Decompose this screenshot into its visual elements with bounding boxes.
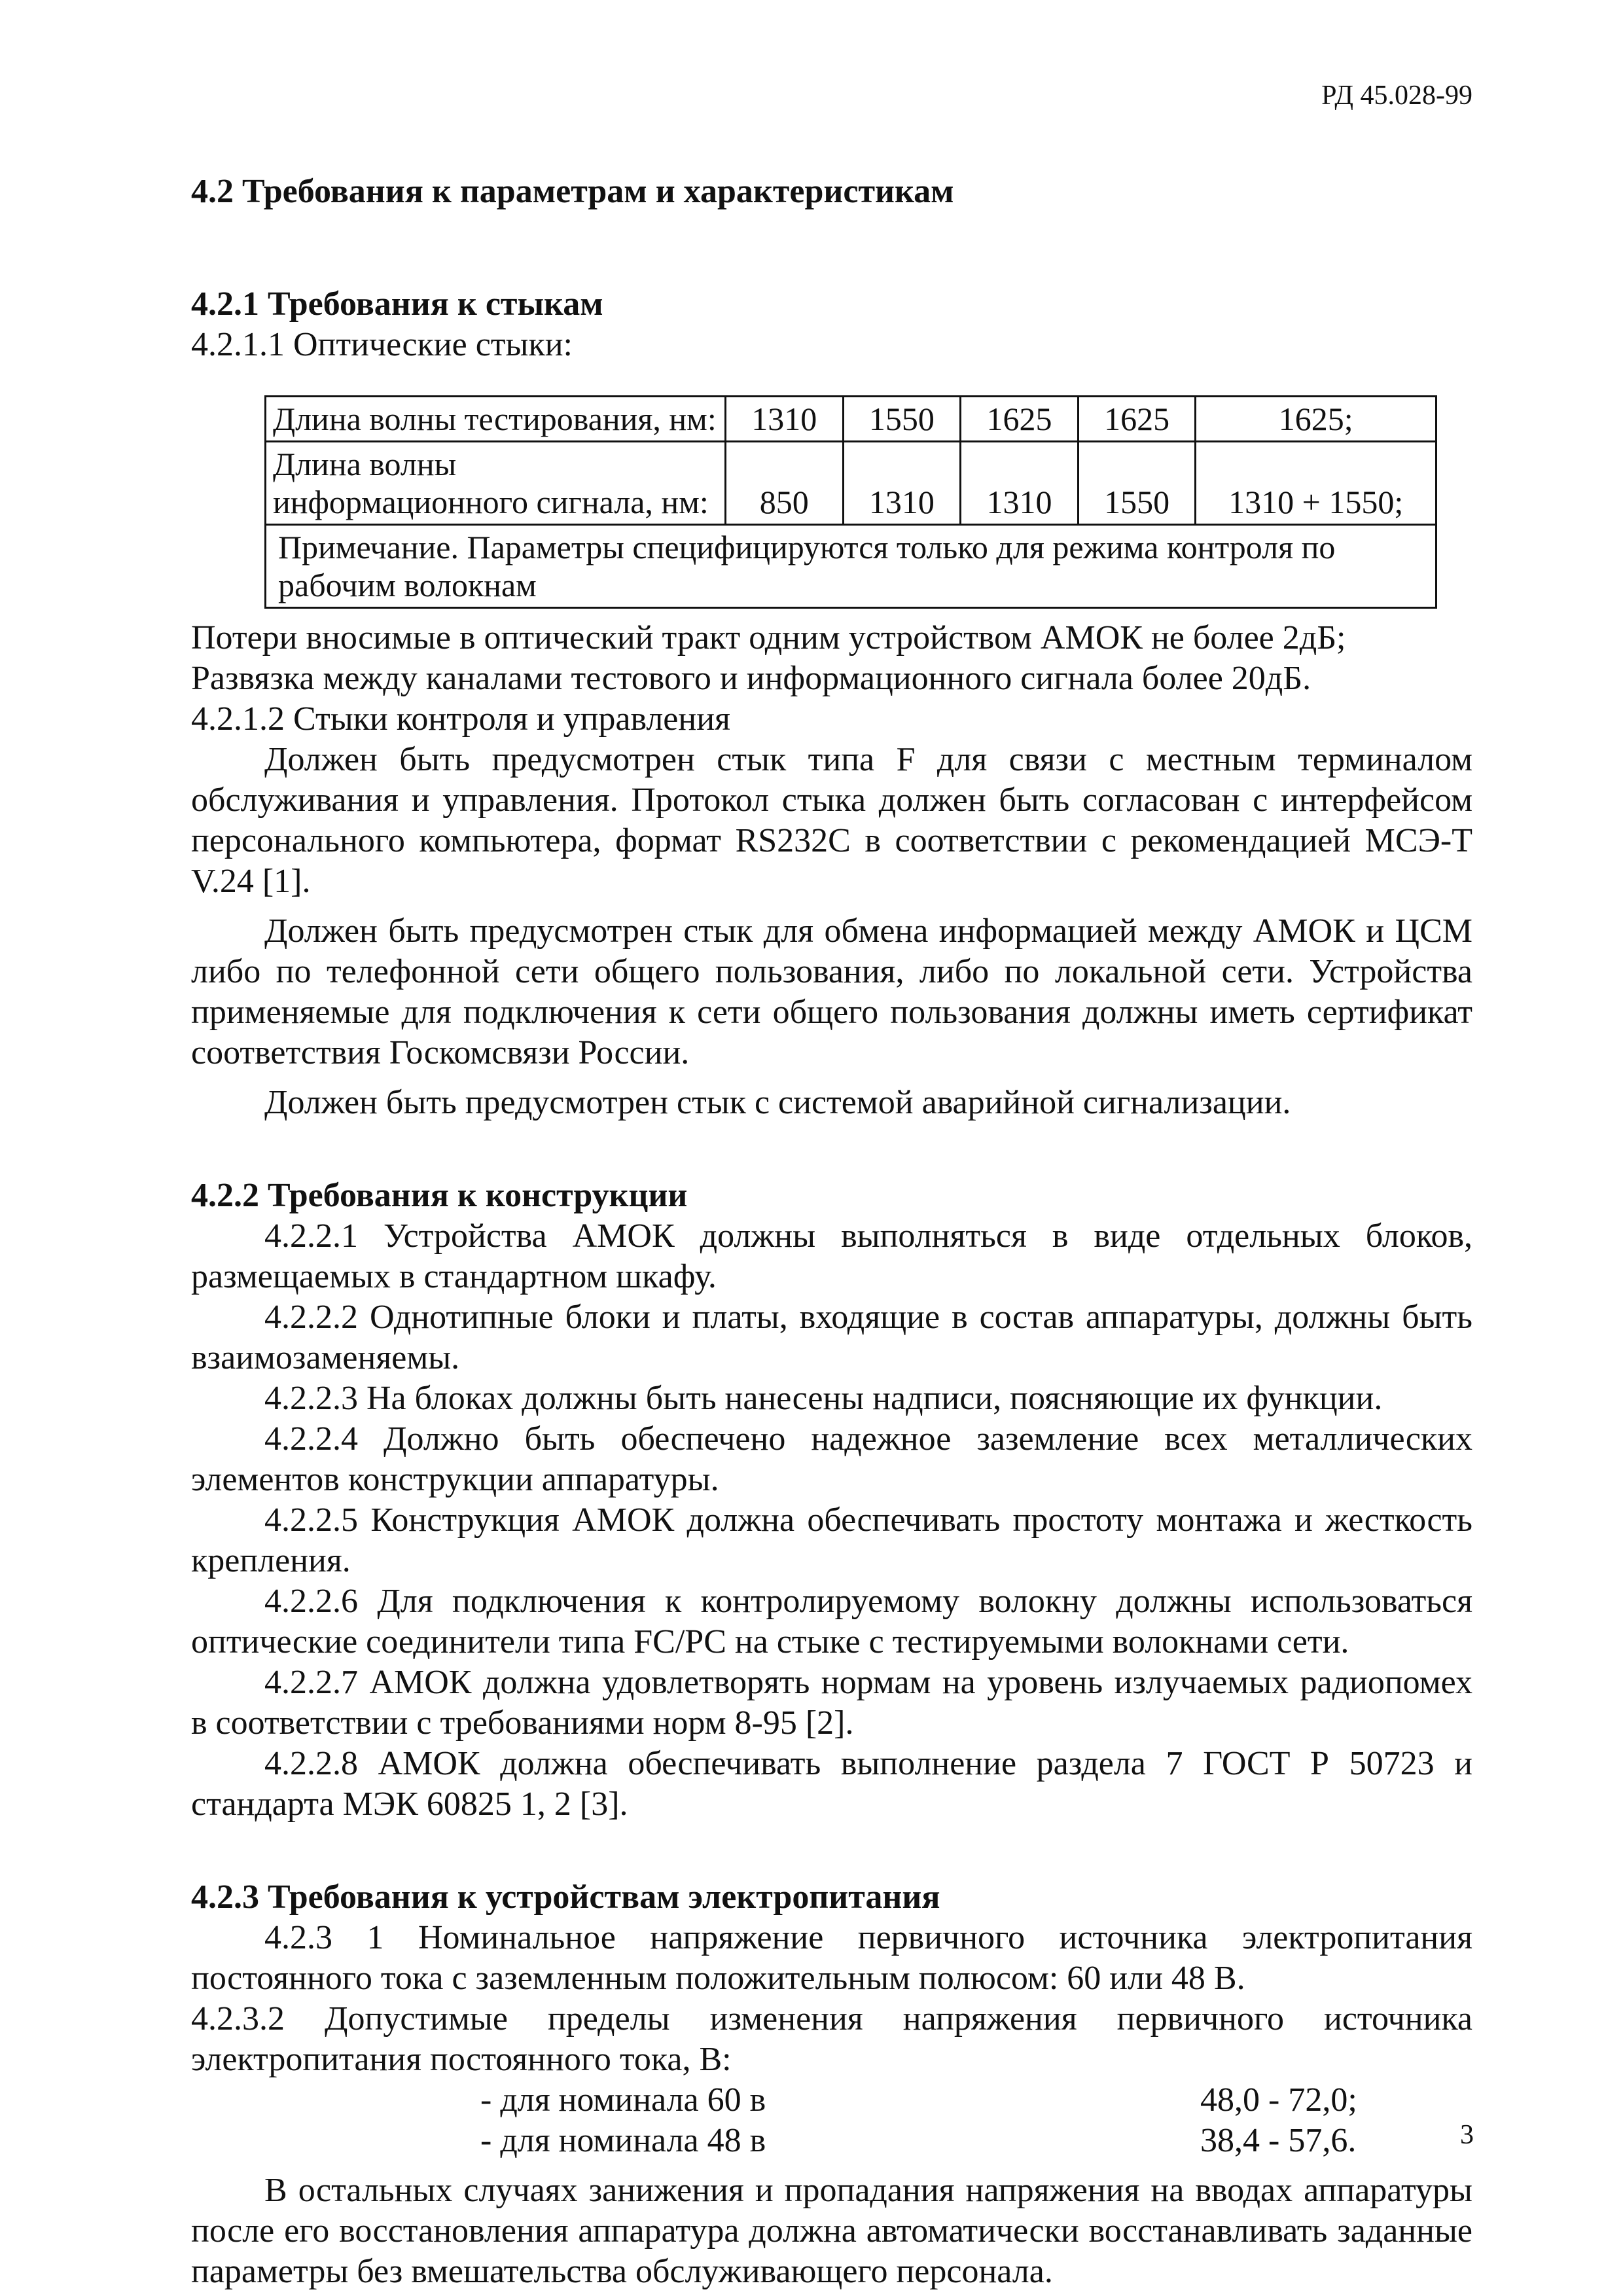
paragraph-alarm-interface: Должен быть предусмотрен стык с системой аварийной сигнализации. xyxy=(264,1084,1291,1121)
table-cell: 850 xyxy=(726,442,844,525)
document-code: РД 45.028-99 xyxy=(1321,81,1472,111)
voltage-limit-value: 48,0 - 72,0; xyxy=(1200,2081,1357,2119)
section-4-2-2-title: 4.2.2 Требования к конструкции xyxy=(191,1177,688,1214)
table-note: Примечание. Параметры специфицируются только для режима контроля по рабочим волокнам xyxy=(266,525,1436,608)
paragraph-4-2-1-2: 4.2.1.2 Стыки контроля и управления xyxy=(191,700,730,738)
paragraph-f-interface: Должен быть предусмотрен стык типа F для связи с местным терминалом обслуживания и управления. Протокол стыка должен быть согласован с интерфейсом персонального компьютера, формат RS232С в соответствии с рекомендацией МСЭ-Т V.24 [1]. xyxy=(191,741,1472,900)
section-4-2-3-title: 4.2.3 Требования к устройствам электропитания xyxy=(191,1878,940,1916)
voltage-limit-row xyxy=(264,2080,1472,2121)
list-item: 4.2.2.6 Для подключения к контролируемому волокну должны использоваться оптические соединители типа FC/PC на стыке с тестируемыми волокнами сети. xyxy=(191,1583,1472,1660)
section-4-2-title: 4.2 Требования к параметрам и характеристикам xyxy=(191,173,954,210)
list-item: 4.2.2.8 АМОК должна обеспечивать выполнение раздела 7 ГОСТ Р 50723 и стандарта МЭК 60825 1, 2 [3]. xyxy=(191,1745,1472,1823)
page-content xyxy=(191,171,1472,2292)
list-item: 4.2.2.5 Конструкция АМОК должна обеспечивать простоту монтажа и жесткость крепления. xyxy=(191,1501,1472,1579)
paragraph-4-2-3-2: 4.2.3.2 Допустимые пределы изменения напряжения первичного источника электропитания постоянного тока, В: xyxy=(191,2000,1472,2078)
page-number: 3 xyxy=(1460,2120,1474,2150)
voltage-limits xyxy=(264,2080,1472,2161)
list-item: 4.2.2.3 На блоках должны быть нанесены надписи, поясняющие их функции. xyxy=(264,1380,1383,1417)
table-cell: 1625 xyxy=(961,397,1079,442)
table-cell: 1310 + 1550; xyxy=(1196,442,1436,525)
table-row xyxy=(266,525,1436,608)
isolation-text: Развязка между каналами тестового и информационного сигнала более 20дБ. xyxy=(191,660,1311,697)
insertion-loss-text: Потери вносимые в оптический тракт одним устройством АМОК не более 2дБ; xyxy=(191,619,1346,656)
table-row xyxy=(266,397,1436,442)
table-cell: 1550 xyxy=(1078,442,1196,525)
paragraph-power-restore: В остальных случаях занижения и пропадания напряжения на вводах аппаратуры после его восстановления аппаратура должна автоматически восстанавливать заданные параметры без вмешательства обслуживающего персонала. xyxy=(191,2172,1472,2290)
list-item: 4.2.2.4 Должно быть обеспечено надежное заземление всех металлических элементов конструкции аппаратуры. xyxy=(191,1420,1472,1498)
list-item: 4.2.2.1 Устройства АМОК должны выполняться в виде отдельных блоков, размещаемых в стандартном шкафу. xyxy=(191,1217,1472,1295)
section-4-2-1-title: 4.2.1 Требования к стыкам xyxy=(191,285,603,323)
voltage-limit-label: - для номинала 48 в xyxy=(480,2122,766,2159)
paragraph-csm-interface: Должен быть предусмотрен стык для обмена информацией между АМОК и ЦСМ либо по телефонной сети общего пользования, либо по локальной сети. Устройства применяемые для подключения к сети общего пользования должны иметь сертификат соответствия Госкомсвязи России. xyxy=(191,912,1472,1071)
table-cell: 1310 xyxy=(961,442,1079,525)
paragraph-4-2-3-1: 4.2.3 1 Номинальное напряжение первичного источника электропитания постоянного тока с заземленным положительным полюсом: 60 или 48 В. xyxy=(191,1919,1472,1997)
table-cell: 1310 xyxy=(726,397,844,442)
voltage-limit-label: - для номинала 60 в xyxy=(480,2081,766,2119)
list-item: 4.2.2.7 АМОК должна удовлетворять нормам на уровень излучаемых радиопомех в соответствии с требованиями норм 8-95 [2]. xyxy=(191,1664,1472,1742)
table-row xyxy=(266,442,1436,525)
table-cell: 1625; xyxy=(1196,397,1436,442)
table-cell: 1550 xyxy=(843,397,961,442)
list-item: 4.2.2.2 Однотипные блоки и платы, входящие в состав аппаратуры, должны быть взаимозаменяемы. xyxy=(191,1299,1472,1376)
table-cell-label: Длина волны информационного сигнала, нм: xyxy=(266,442,726,525)
table-cell: 1310 xyxy=(843,442,961,525)
table-cell-label: Длина волны тестирования, нм: xyxy=(266,397,726,442)
optical-interfaces-table xyxy=(264,395,1437,609)
paragraph-4-2-1-1: 4.2.1.1 Оптические стыки: xyxy=(191,326,573,363)
table-cell: 1625 xyxy=(1078,397,1196,442)
voltage-limit-row xyxy=(264,2121,1472,2161)
voltage-limit-value: 38,4 - 57,6. xyxy=(1200,2122,1357,2159)
